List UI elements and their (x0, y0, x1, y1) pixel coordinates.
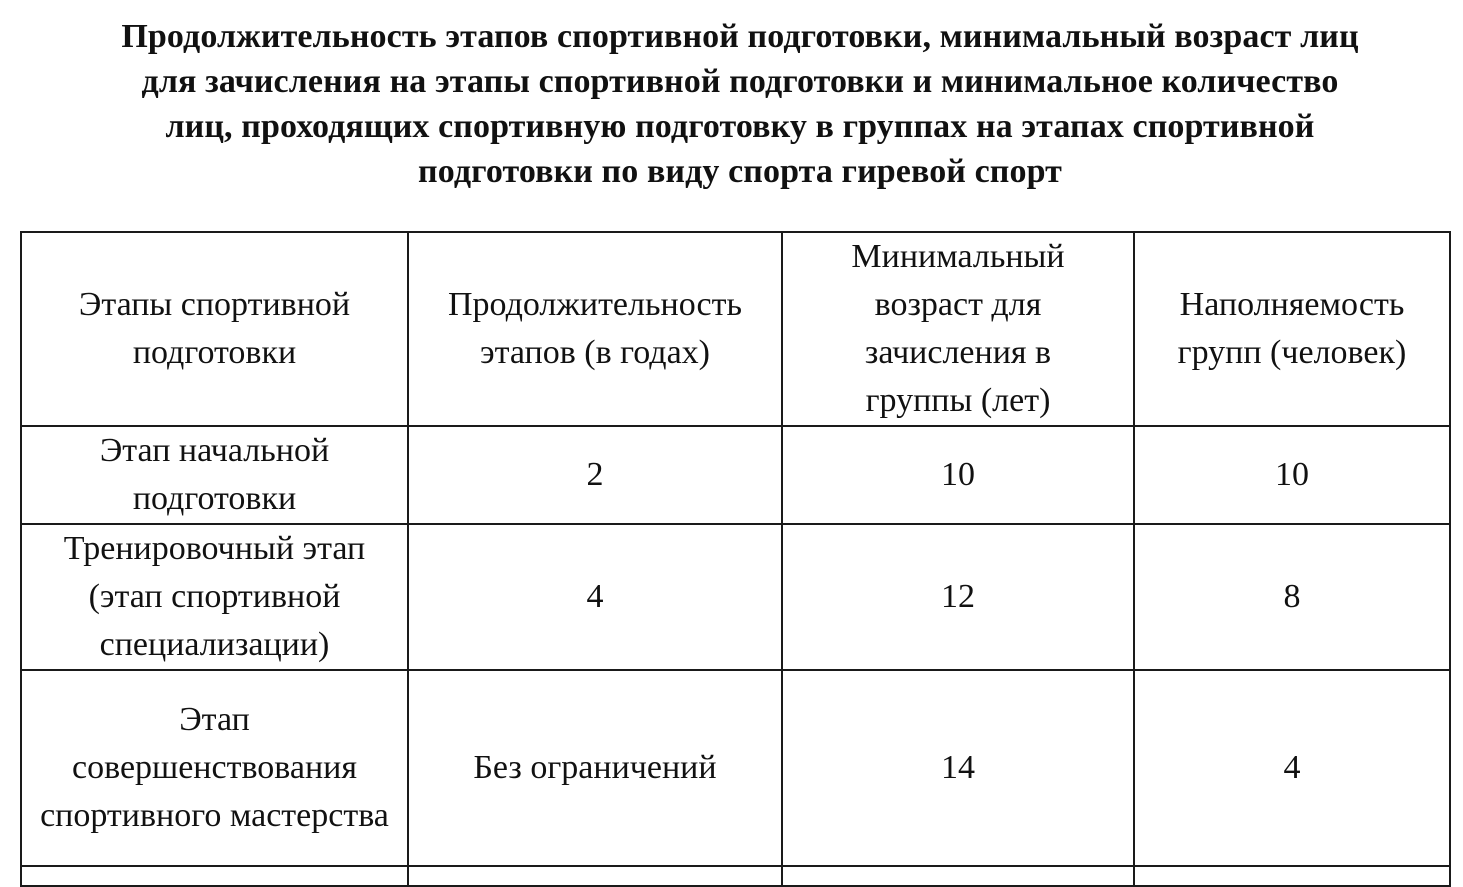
cell-text: Без ограничений (473, 749, 717, 786)
title-line: лиц, проходящих спортивную подготовку в группах на этапах спортивной (165, 108, 1315, 145)
table-cell-stage (21, 670, 408, 866)
table-cell-duration (408, 426, 782, 524)
cell-text: Этап совершенствования спортивного мастерства (40, 701, 389, 834)
table-cell-empty (782, 866, 1134, 886)
table-row (21, 670, 1450, 866)
table-cell-group-size (1134, 426, 1450, 524)
title-line: для зачисления на этапы спортивной подготовки и минимальное количество (141, 63, 1339, 100)
cell-text: Тренировочный этап (этап спортивной специализации) (63, 530, 366, 663)
cell-text: 4 (1283, 749, 1301, 786)
cell-text: 2 (586, 456, 604, 493)
cell-text: 12 (941, 578, 975, 615)
header-text: Продолжительность этапов (в годах) (448, 286, 742, 371)
sports-training-table (20, 231, 1451, 887)
table-cell-empty (408, 866, 782, 886)
table-cell-duration (408, 670, 782, 866)
table-header-row (21, 232, 1450, 426)
header-cell-duration (408, 232, 782, 426)
table-cell-min-age (782, 426, 1134, 524)
cell-text: 4 (586, 578, 604, 615)
title-line: подготовки по виду спорта гиревой спорт (418, 153, 1062, 190)
header-text: Этапы спортивной подготовки (78, 286, 351, 371)
cell-text: 8 (1283, 578, 1301, 615)
table-cell-min-age (782, 524, 1134, 670)
title-line: Продолжительность этапов спортивной подготовки, минимальный возраст лиц (121, 18, 1359, 55)
table-cell-empty (21, 866, 408, 886)
table-cell-stage (21, 524, 408, 670)
table-cell-stage (21, 426, 408, 524)
cell-text: 10 (941, 456, 975, 493)
cell-text: 10 (1275, 456, 1309, 493)
document-title (20, 14, 1460, 194)
header-cell-stages (21, 232, 408, 426)
cell-text: Этап начальной подготовки (99, 432, 330, 517)
table-cell-group-size (1134, 670, 1450, 866)
table-cell-min-age (782, 670, 1134, 866)
header-cell-group-size (1134, 232, 1450, 426)
table-row-partial (21, 866, 1450, 886)
header-text: Минимальный возраст для зачисления в группы (лет) (851, 238, 1065, 419)
header-text: Наполняемость групп (человек) (1177, 286, 1407, 371)
table-row (21, 426, 1450, 524)
table-row (21, 524, 1450, 670)
cell-text: 14 (941, 749, 975, 786)
table-cell-duration (408, 524, 782, 670)
header-cell-min-age (782, 232, 1134, 426)
table-cell-empty (1134, 866, 1450, 886)
table-cell-group-size (1134, 524, 1450, 670)
